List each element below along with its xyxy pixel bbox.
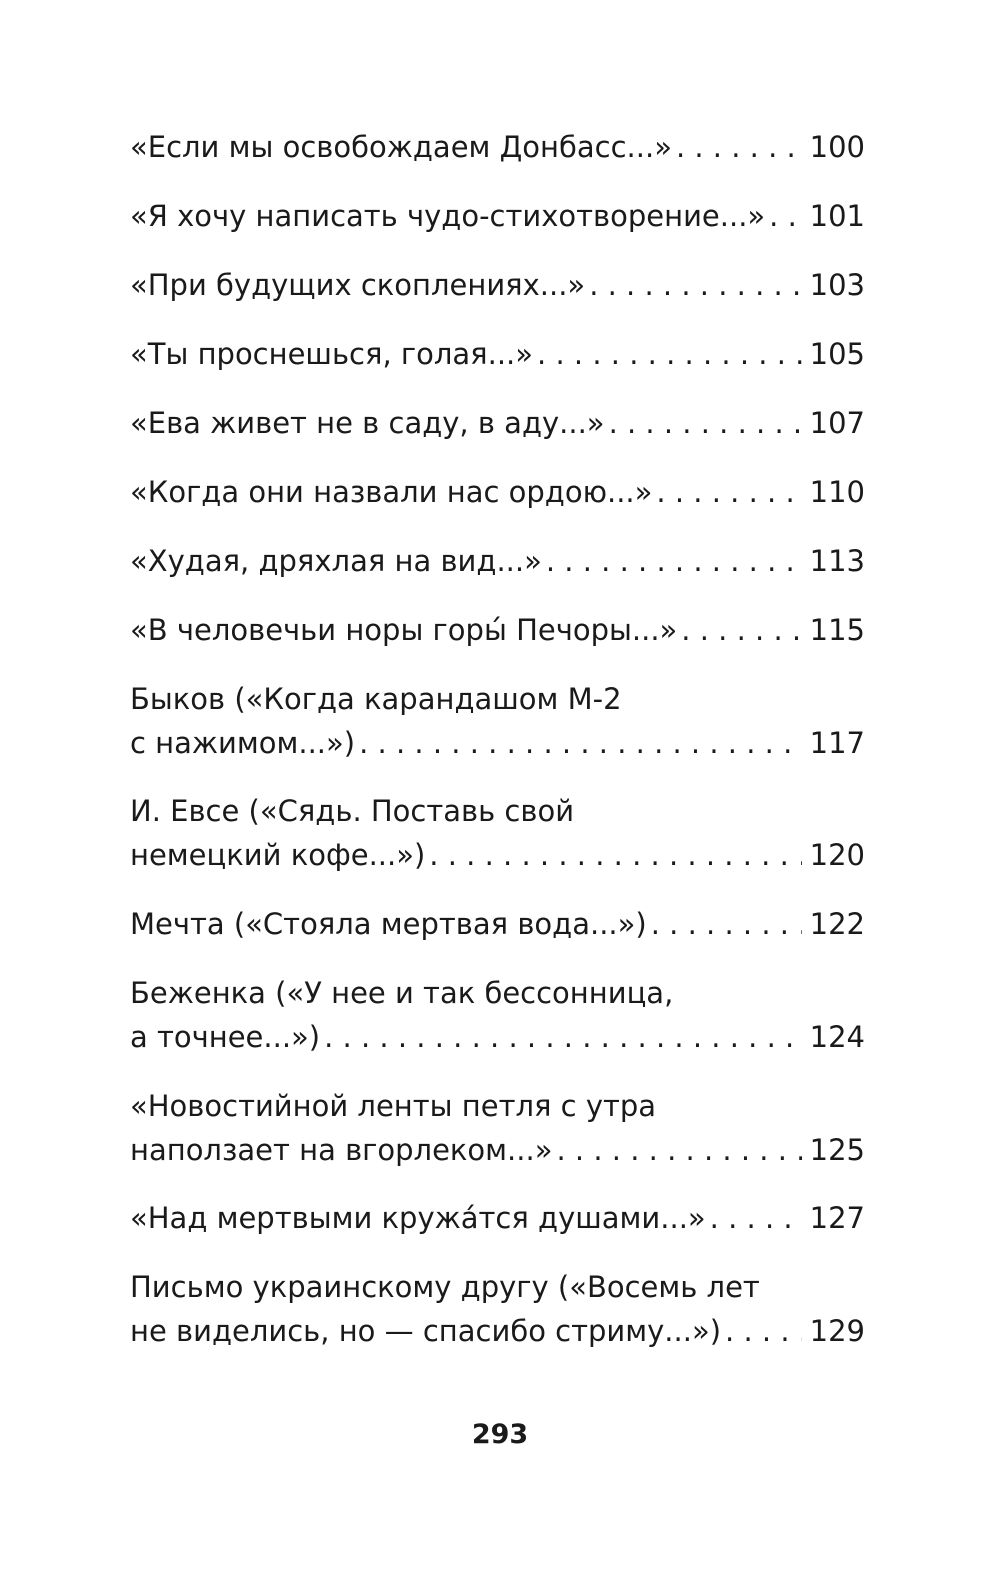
toc-entry-page: 105 [809, 337, 865, 371]
toc-entry-page: 129 [809, 1314, 865, 1348]
toc-entry-page: 107 [809, 406, 865, 440]
toc-entry-page: 110 [809, 475, 865, 509]
toc-entry-page: 127 [809, 1201, 865, 1235]
toc-entry-title: «Когда они назвали нас ордою...» [130, 475, 653, 509]
dot-leader [710, 1196, 802, 1240]
page-number: 293 [471, 1419, 529, 1450]
dot-leader [651, 902, 802, 946]
toc-entry-title-line: Письмо украинскому другу («Восемь лет [130, 1270, 760, 1304]
toc-entry [130, 263, 865, 307]
toc-entry-title-line: а точнее...») [130, 1020, 321, 1054]
toc-entry-title: Мечта («Стояла мертвая вода...») [130, 907, 647, 941]
toc-entry [130, 1196, 865, 1240]
toc-entry-page: 124 [809, 1020, 865, 1054]
toc-entry [130, 332, 865, 376]
toc-entry-title: «Ты проснешься, голая...» [130, 337, 534, 371]
toc-entry [130, 608, 865, 652]
toc-entry-title: «В человечьи норы горы́ Печоры...» [130, 613, 678, 647]
dot-leader [681, 608, 801, 652]
dot-leader [556, 1128, 801, 1172]
toc-entry [130, 1265, 865, 1353]
toc-entry-page: 117 [809, 726, 865, 760]
toc-entry-page: 125 [809, 1133, 865, 1167]
toc-entry [130, 1084, 865, 1172]
dot-leader [725, 1309, 802, 1353]
toc-entry-page: 100 [809, 130, 865, 164]
dot-leader [589, 263, 801, 307]
toc-entry-page: 101 [809, 199, 865, 233]
toc-entry [130, 971, 865, 1059]
toc-entry [130, 194, 865, 238]
toc-entry-title-line: с нажимом...») [130, 726, 356, 760]
toc-entry-title: «При будущих скоплениях...» [130, 268, 586, 302]
toc-entry [130, 902, 865, 946]
toc-entry-page: 115 [809, 613, 865, 647]
toc-entry-title: «Я хочу написать чудо-стихотворение...» [130, 199, 766, 233]
toc-entry-title-line: Быков («Когда карандашом М-2 [130, 682, 622, 716]
toc-entry-title-line: наползает на вгорлеком...» [130, 1133, 553, 1167]
dot-leader [537, 332, 802, 376]
dot-leader [359, 721, 802, 765]
toc-entry-title: «Если мы освобождаем Донбасс...» [130, 130, 672, 164]
toc-entry-page: 120 [809, 838, 865, 872]
toc-entry-title: «Худая, дряхлая на вид...» [130, 544, 542, 578]
dot-leader [609, 401, 802, 445]
toc-entry-title: «Ева живет не в саду, в аду...» [130, 406, 605, 440]
toc-entry [130, 125, 865, 169]
toc-entry [130, 789, 865, 877]
toc-entry-title-line: «Новостийной ленты петля с утра [130, 1089, 657, 1123]
toc-entry-title-line: не виделись, но — спасибо стриму...») [130, 1314, 722, 1348]
dot-leader [769, 194, 801, 238]
toc-entry [130, 539, 865, 583]
toc-entry-title: «Над мертвыми кружа́тся душами...» [130, 1201, 706, 1235]
dot-leader [656, 470, 801, 514]
toc-entry-title-line: Беженка («У нее и так бессонница, [130, 976, 674, 1010]
toc-entry [130, 401, 865, 445]
toc-entry-page: 122 [809, 907, 865, 941]
toc-entry-title-line: немецкий кофе...») [130, 838, 426, 872]
toc-entry-title-line: И. Евсе («Сядь. Поставь свой [130, 794, 575, 828]
dot-leader [324, 1015, 802, 1059]
toc-entry-page: 113 [809, 544, 865, 578]
toc-entry [130, 470, 865, 514]
dot-leader [429, 833, 801, 877]
dot-leader [676, 125, 802, 169]
toc-entry [130, 677, 865, 765]
dot-leader [546, 539, 802, 583]
toc-entry-page: 103 [809, 268, 865, 302]
